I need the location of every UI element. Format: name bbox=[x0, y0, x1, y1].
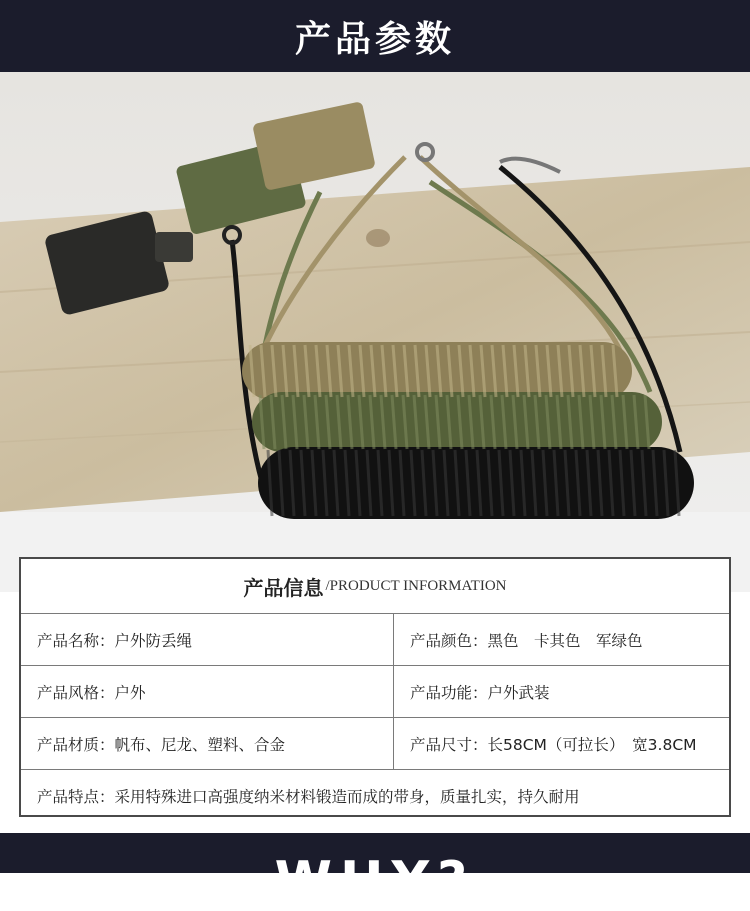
product-photo bbox=[0, 72, 750, 592]
product-material: 产品材质：帆布、尼龙、塑料、合金 bbox=[21, 718, 394, 769]
next-section-header bbox=[0, 833, 750, 911]
next-section-title: WHY? bbox=[274, 851, 476, 911]
table-row bbox=[21, 718, 729, 770]
section-header bbox=[0, 0, 750, 72]
section-title: 产品参数 bbox=[294, 18, 455, 60]
info-title bbox=[21, 559, 729, 614]
table-row bbox=[21, 770, 729, 821]
table-row bbox=[21, 666, 729, 718]
product-name: 产品名称：户外防丢绳 bbox=[21, 614, 394, 665]
info-title-en: /PRODUCT INFORMATION bbox=[325, 577, 507, 594]
product-features: 产品特点：采用特殊进口高强度纳米材料锻造而成的带身，质量扎实，持久耐用 bbox=[37, 787, 580, 806]
table-row bbox=[21, 614, 729, 666]
product-style: 产品风格：户外 bbox=[21, 666, 394, 717]
info-title-cn: 产品信息 bbox=[243, 575, 324, 600]
product-function: 产品功能：户外武装 bbox=[410, 683, 550, 702]
product-size: 产品尺寸：长58CM（可拉长） 宽3.8CM bbox=[410, 735, 697, 754]
product-color: 产品颜色：黑色 卡其色 军绿色 bbox=[410, 631, 643, 650]
product-info-table bbox=[19, 557, 731, 817]
